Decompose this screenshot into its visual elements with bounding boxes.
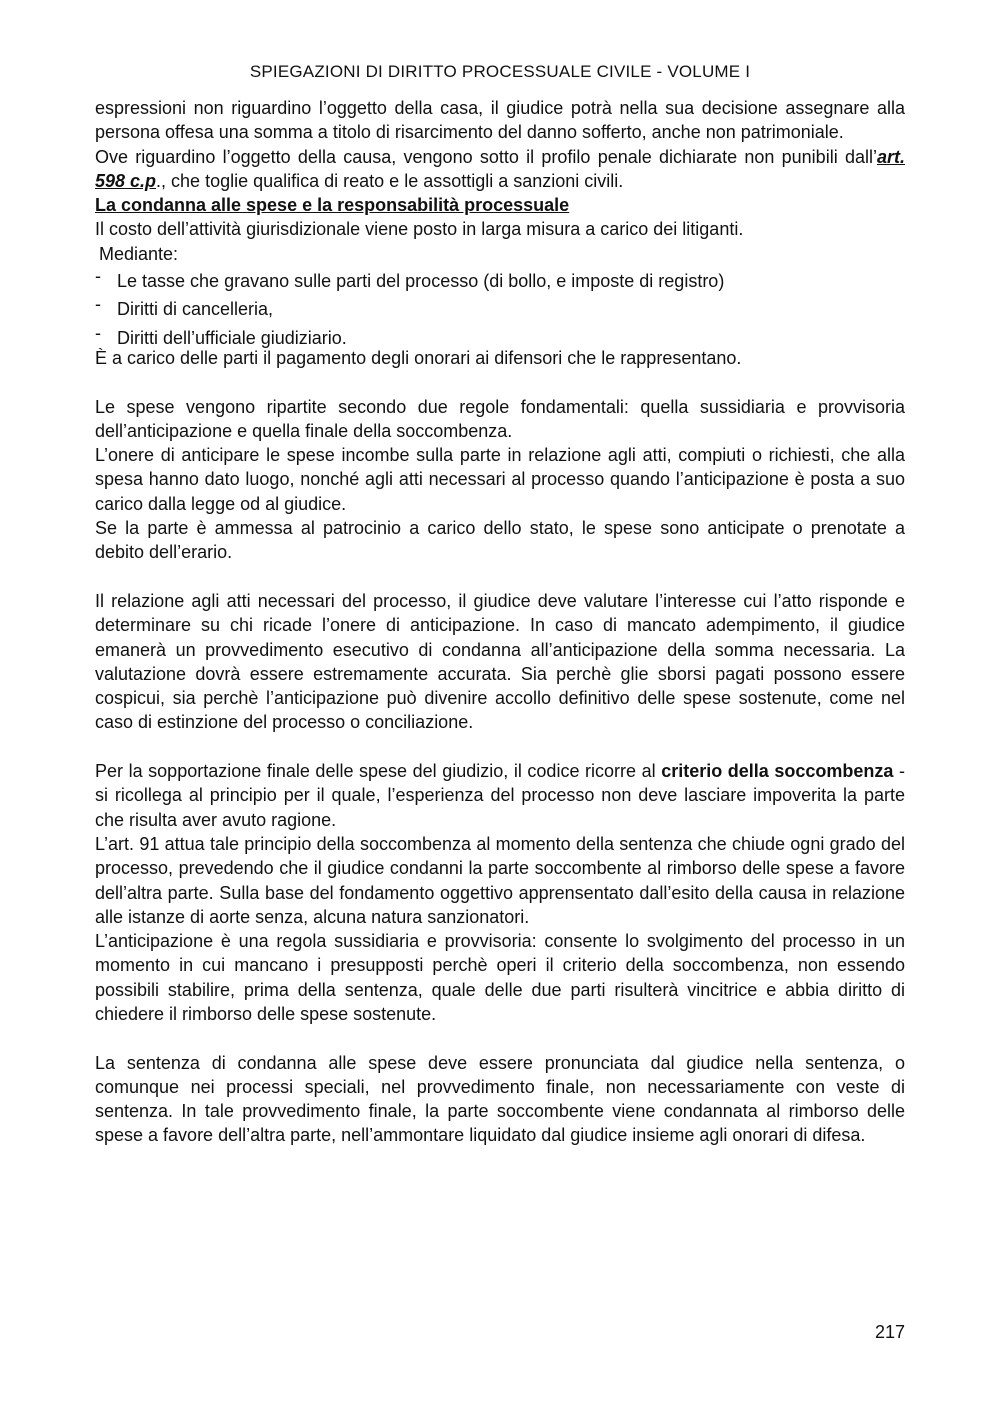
dash-bullet: - [95, 294, 101, 315]
running-header: SPIEGAZIONI DI DIRITTO PROCESSUALE CIVILE - VOLUME I [249, 62, 751, 81]
paragraph-gap [95, 1026, 905, 1050]
article-reference-link[interactable]: art. 598 c.p [95, 146, 905, 191]
cost-list [95, 266, 905, 350]
section-heading: La condanna alle spese e la responsabilità processuale [95, 195, 570, 216]
page-number: 217 [874, 1322, 905, 1342]
dash-bullet: - [95, 322, 101, 343]
list-item [95, 322, 905, 350]
intro-p2-text-after: ., che toglie qualifica di reato e le assottigli a sanzioni civili. [156, 170, 624, 191]
intro-paragraph-2 [95, 145, 905, 194]
page-content [95, 96, 905, 1148]
list-item [95, 294, 905, 321]
list-item-text: Le tasse che gravano sulle parti del processo (di bollo, e imposte di registro) [117, 271, 725, 292]
paragraph-gap [95, 565, 905, 589]
anticipazione-paragraph: L’anticipazione è una regola sussidiaria e provvisoria: consente lo svolgimento del processo in un momento in cui mancano i presupposti perchè operi il criterio della soccombenza, non essendo possibili stabilire, prima della sentenza, quale delle due parti risulterà vincitrice e abbia diritto di chiedere il rimborso delle spese sostenute. [95, 931, 905, 1024]
dash-bullet: - [95, 266, 101, 287]
intro-paragraph-1: espressioni non riguardino l’oggetto della casa, il giudice potrà nella sua decisione assegnare alla persona offesa una somma a titolo di risarcimento del danno sofferto, anche non patrimoniale. [95, 98, 905, 143]
soccombenza-text-after: - si ricollega al principio per il quale, l’esperienza del processo non deve lasciare impoverita la parte che risulta aver avuto ragione. [95, 761, 905, 830]
sentenza-paragraph: La sentenza di condanna alle spese deve essere pronunciata dal giudice nella sentenza, o comunque nei processi speciali, nel provvedimento finale, non necessariamente con veste di sentenza. In tale provvedimento finale, la parte soccombente viene condannata al rimborso delle spese a favore dell’altra parte, nell’ammontare liquidato dal giudice insieme agli onorari di difesa. [95, 1052, 905, 1146]
relazione-paragraph: Il relazione agli atti necessari del processo, il giudice deve valutare l’interesse cui l’atto risponde e determinare su chi ricade l’onere di anticipazione. In caso di mancato adempimento, il giudice emanerà un provvedimento esecutivo di condanna all’anticipazione della somma necessaria. La valutazione dovrà essere estremamente accurata. Sia perchè glie sborsi pagati possono essere cospicui, sia perchè l’anticipazione può divenire accollo definitivo delle spese sostenute, come nel caso di estinzione del processo o conciliazione. [95, 590, 905, 733]
spese-paragraph-3: Se la parte è ammessa al patrocinio a carico dello stato, le spese sono anticipate o prenotate a debito dell’erario. [95, 518, 905, 563]
intro-p2-text-before: Ove riguardino l’oggetto della causa, vengono sotto il profilo penale dichiarate non punibili dall’ [95, 146, 877, 167]
list-item-text: Diritti dell’ufficiale giudiziario. [117, 327, 347, 348]
spese-paragraph-2: L’onere di anticipare le spese incombe sulla parte in relazione agli atti, compiuti o richiesti, che alla spesa hanno dato luogo, nonché agli atti necessari al processo quando l’anticipazione è posta a suo carico dalla legge od al giudice. [95, 445, 905, 514]
paragraph-gap [95, 370, 905, 394]
mediante-label: Mediante: [99, 243, 179, 264]
section-lead: Il costo dell’attività giurisdizionale viene posto in larga misura a carico dei litiganti. [95, 219, 744, 240]
soccombenza-paragraph [95, 759, 905, 832]
art91-paragraph: L’art. 91 attua tale principio della soccombenza al momento della sentenza che chiude ogni grado del processo, prevedendo che il giudice condanni la parte soccombente al rimborso delle spese a favore dell’altra parte. Sulla base del fondamento oggettivo apprensentato dall’esito della causa in relazione alle istanze di aorte senza, alcuna natura sanzionatori. [95, 833, 905, 927]
after-list-paragraph: È a carico delle parti il pagamento degli onorari ai difensori che le rappresentano. [95, 347, 742, 368]
soccombenza-criterion: criterio della soccombenza [661, 761, 894, 782]
list-item [95, 266, 905, 293]
list-item-text: Diritti di cancelleria, [117, 299, 274, 320]
soccombenza-text-before: Per la sopportazione finale delle spese del giudizio, il codice ricorre al [95, 761, 662, 782]
paragraph-gap [95, 735, 905, 759]
spese-paragraph-1: Le spese vengono ripartite secondo due regole fondamentali: quella sussidiaria e provvisoria dell’anticipazione e quella finale della soccombenza. [95, 396, 905, 441]
